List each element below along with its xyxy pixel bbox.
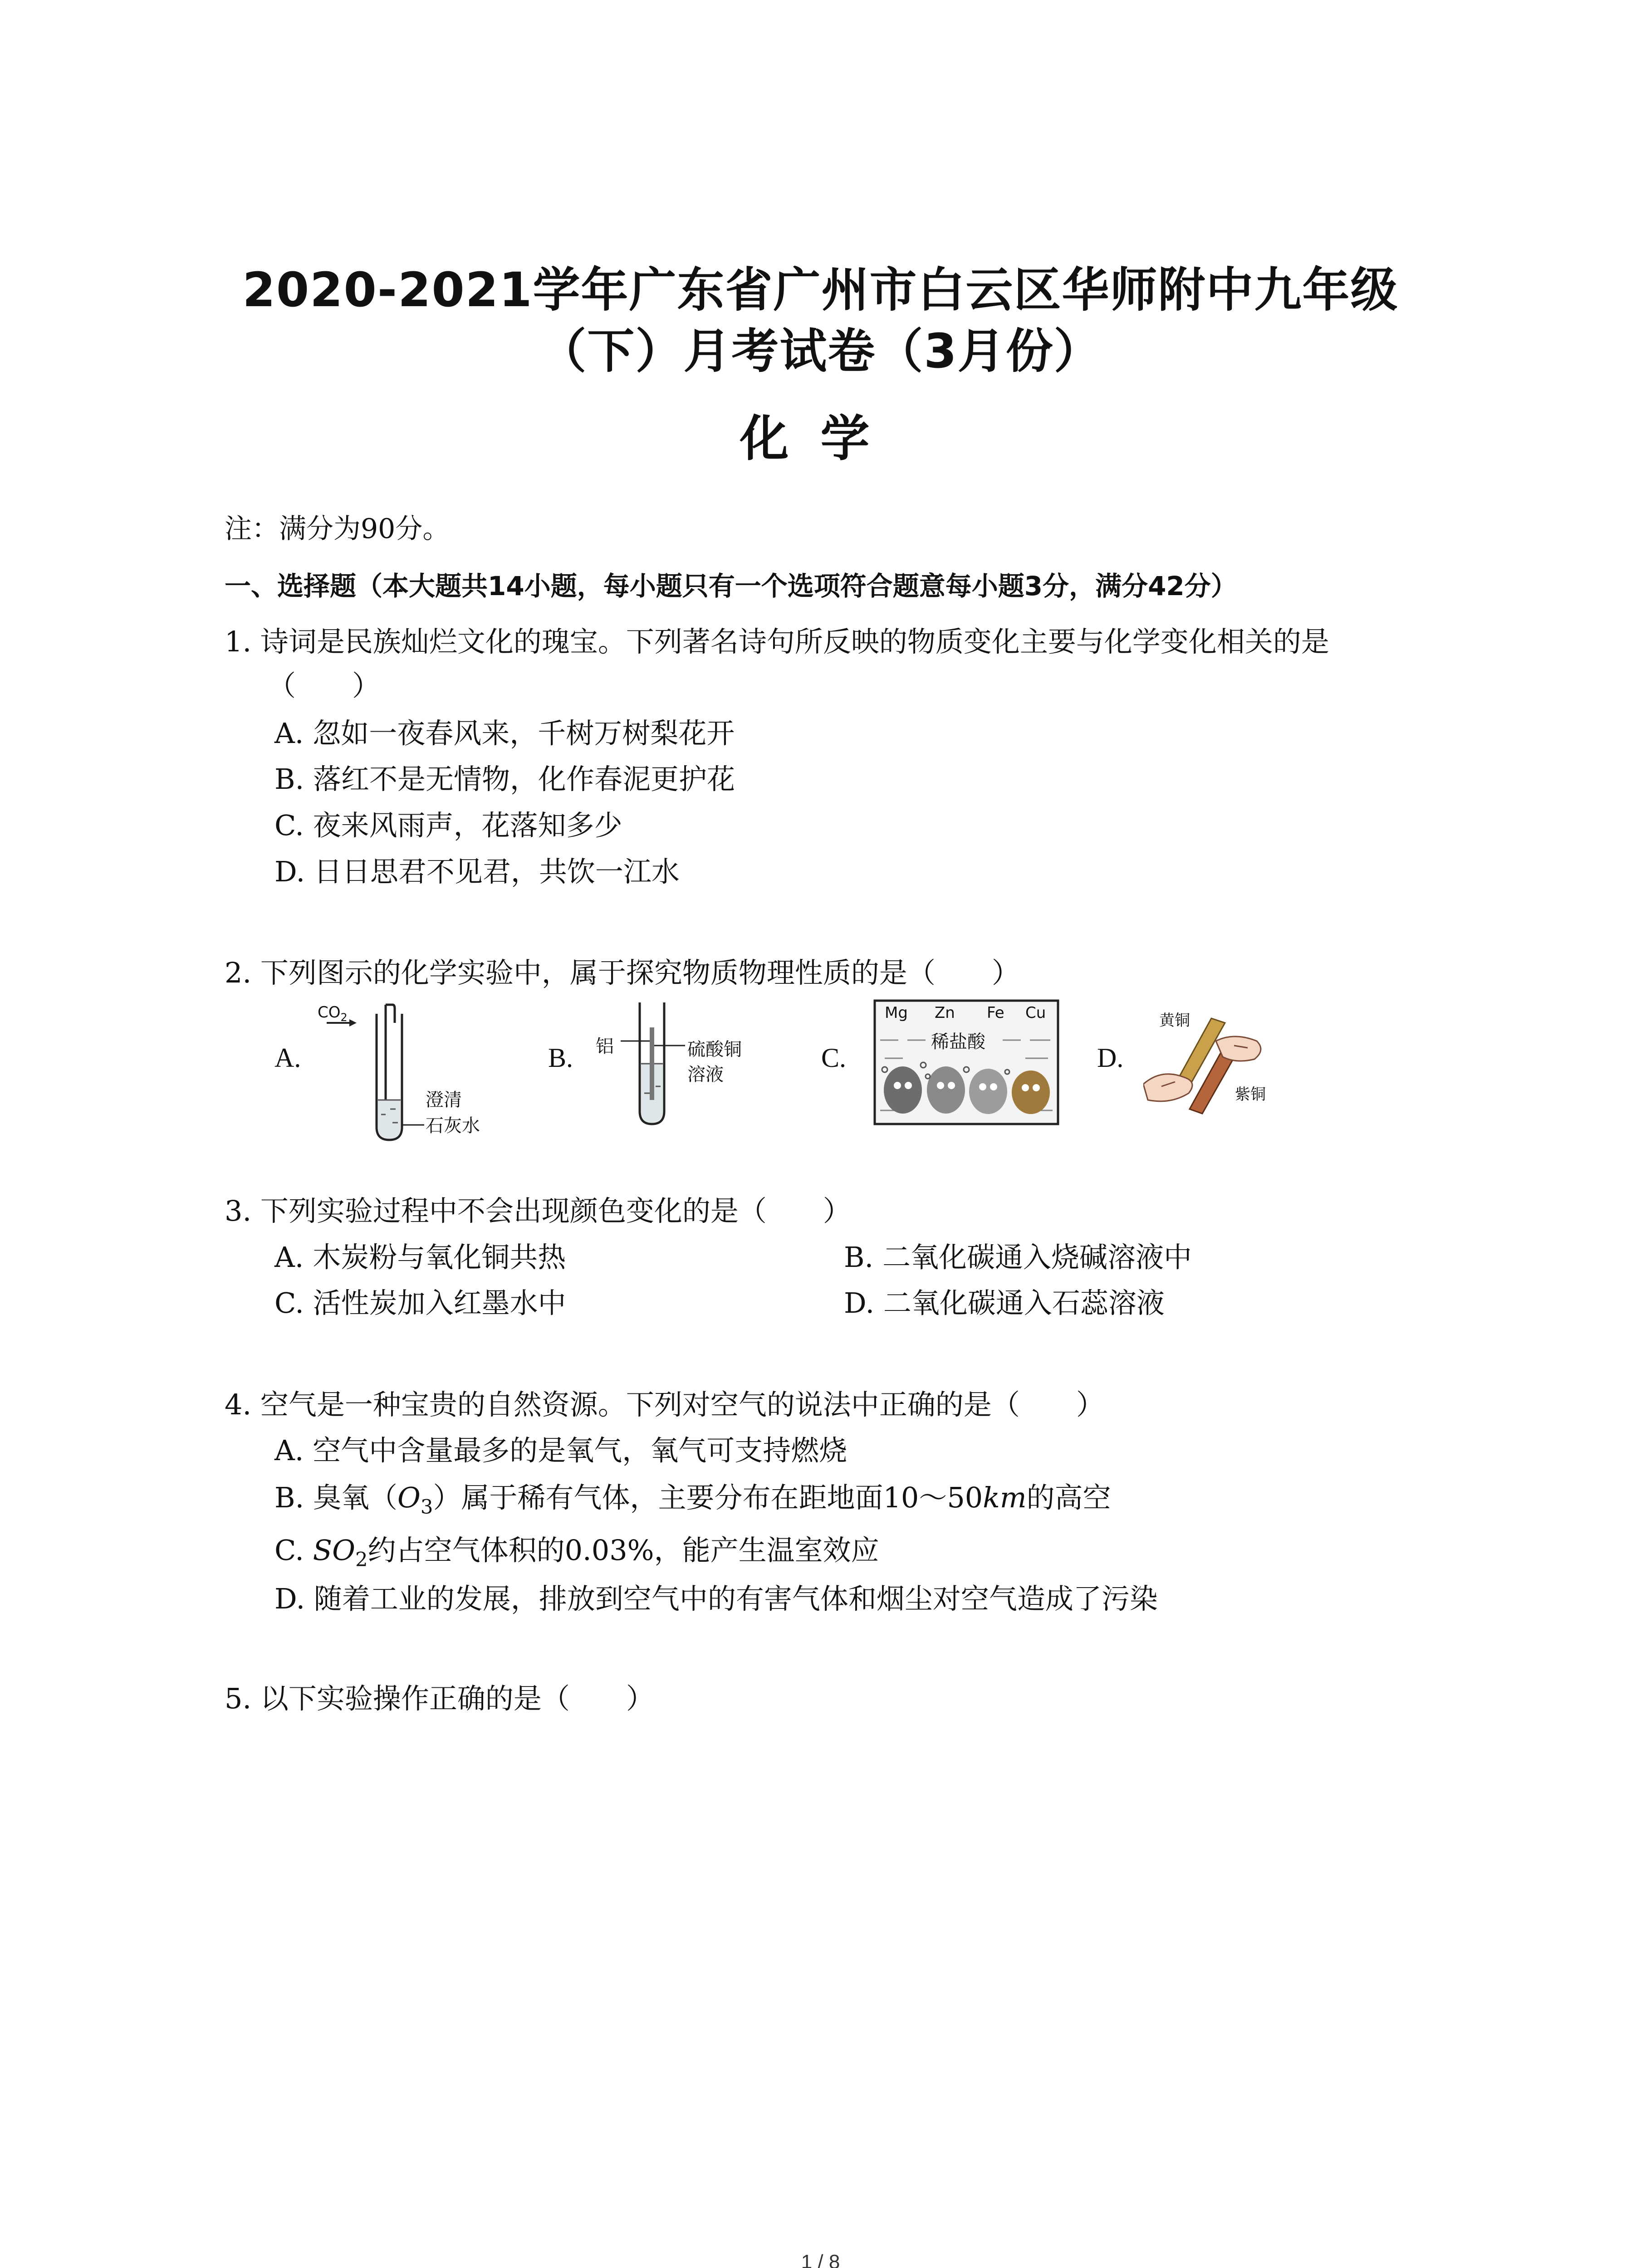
copper-sulfate-label-1: 硫酸铜 xyxy=(687,1039,742,1060)
question-stem: 3. 下列实验过程中不会出现颜色变化的是（ ） xyxy=(225,1194,851,1227)
limewater-label-2: 石灰水 xyxy=(426,1115,480,1136)
test-tube-icon xyxy=(318,996,517,1145)
option-b[interactable]: B. 落红不是无情物，化作春泥更护花 xyxy=(274,763,735,796)
page-number: 1 / 8 xyxy=(801,2251,840,2268)
option-c-prefix: C. xyxy=(274,1534,313,1567)
question-stem: 4. 空气是一种宝贵的自然资源。下列对空气的说法中正确的是（ ） xyxy=(225,1388,1104,1421)
option-b[interactable] xyxy=(274,1475,1111,1518)
answer-blank: （ ） xyxy=(268,669,381,702)
option-a[interactable]: A. 忽如一夜春风来，千树万树梨花开 xyxy=(274,717,735,750)
metal-label-fe: Fe xyxy=(987,1004,1004,1022)
question-stem: 1. 诗词是民族灿烂文化的瑰宝。下列著名诗句所反映的物质变化主要与化学变化相关的是 xyxy=(225,625,1329,658)
option-c[interactable]: C. 夜来风雨声，花落知多少 xyxy=(274,809,622,842)
option-c-text-2: 约占空气体积的 xyxy=(367,1534,565,1567)
limewater-label-1: 澄清 xyxy=(426,1090,462,1110)
score-note: 注：满分为90分。 xyxy=(225,513,450,545)
option-c-label[interactable]: C. xyxy=(821,1043,847,1073)
ozone-formula: O xyxy=(397,1481,421,1514)
question-stem: 2. 下列图示的化学实验中，属于探究物质物理性质的是（ ） xyxy=(225,956,1020,989)
option-b-text-1: B. 臭氧（ xyxy=(274,1481,397,1514)
co2-subscript: 2 xyxy=(340,1011,348,1024)
option-c[interactable] xyxy=(274,1528,879,1571)
aluminum-copper-sulfate-figure xyxy=(590,996,753,1132)
subject-heading: 化学 xyxy=(740,411,901,467)
option-a[interactable]: A. 空气中含量最多的是氧气，氧气可支持燃烧 xyxy=(274,1434,847,1467)
brass-label: 黄铜 xyxy=(1159,1012,1190,1030)
metal-label-zn: Zn xyxy=(935,1004,955,1022)
red-copper-label: 紫铜 xyxy=(1235,1085,1266,1104)
metal-label-cu: Cu xyxy=(1025,1004,1046,1022)
option-d[interactable]: D. 随着工业的发展，排放到空气中的有害气体和烟尘对空气造成了污染 xyxy=(274,1582,1158,1615)
option-d-label[interactable]: D. xyxy=(1097,1043,1124,1073)
test-tube-icon xyxy=(590,996,753,1132)
exam-title-line1: 2020-2021学年广东省广州市白云区华师附中九年级 xyxy=(242,262,1399,318)
option-b-text-3: 的高空 xyxy=(1026,1481,1111,1514)
option-a-label[interactable]: A. xyxy=(274,1043,301,1073)
altitude-unit: km xyxy=(983,1481,1027,1514)
question-5-stem: 5. 以下实验操作正确的是（ ） xyxy=(225,1682,654,1715)
option-c[interactable]: C. 活性炭加入红墨水中 xyxy=(274,1286,566,1320)
co2-text: CO xyxy=(318,1003,341,1022)
ozone-subscript: 3 xyxy=(420,1496,433,1519)
option-b-text-2: ）属于稀有气体，主要分布在距地面 xyxy=(433,1481,883,1514)
aluminum-label: 铝 xyxy=(596,1036,614,1057)
option-b-label[interactable]: B. xyxy=(548,1043,573,1073)
metal-label-mg: Mg xyxy=(885,1004,908,1022)
so2-subscript: 2 xyxy=(355,1548,368,1571)
so2-formula: SO xyxy=(313,1534,355,1567)
copper-sulfate-label-2: 溶液 xyxy=(687,1064,724,1085)
option-a[interactable]: A. 木炭粉与氧化铜共热 xyxy=(274,1241,566,1274)
option-b[interactable]: B. 二氧化碳通入烧碱溶液中 xyxy=(844,1241,1192,1274)
hydrochloric-acid-label: 稀盐酸 xyxy=(931,1031,985,1052)
altitude-range: 10～50 xyxy=(883,1481,983,1514)
option-c-text-3: ，能产生温室效应 xyxy=(654,1534,879,1567)
volume-percent: 0.03% xyxy=(564,1534,654,1567)
section-heading: 一、选择题（本大题共14小题，每小题只有一个选项符合题意每小题3分，满分42分） xyxy=(225,571,1237,601)
co2-label xyxy=(318,1003,348,1024)
co2-limewater-figure xyxy=(318,996,517,1145)
option-d[interactable]: D. 日日思君不见君，共饮一江水 xyxy=(274,855,680,888)
exam-title-line2: （下）月考试卷（3月份） xyxy=(539,323,1102,379)
option-d[interactable]: D. 二氧化碳通入石蕊溶液 xyxy=(844,1286,1165,1320)
